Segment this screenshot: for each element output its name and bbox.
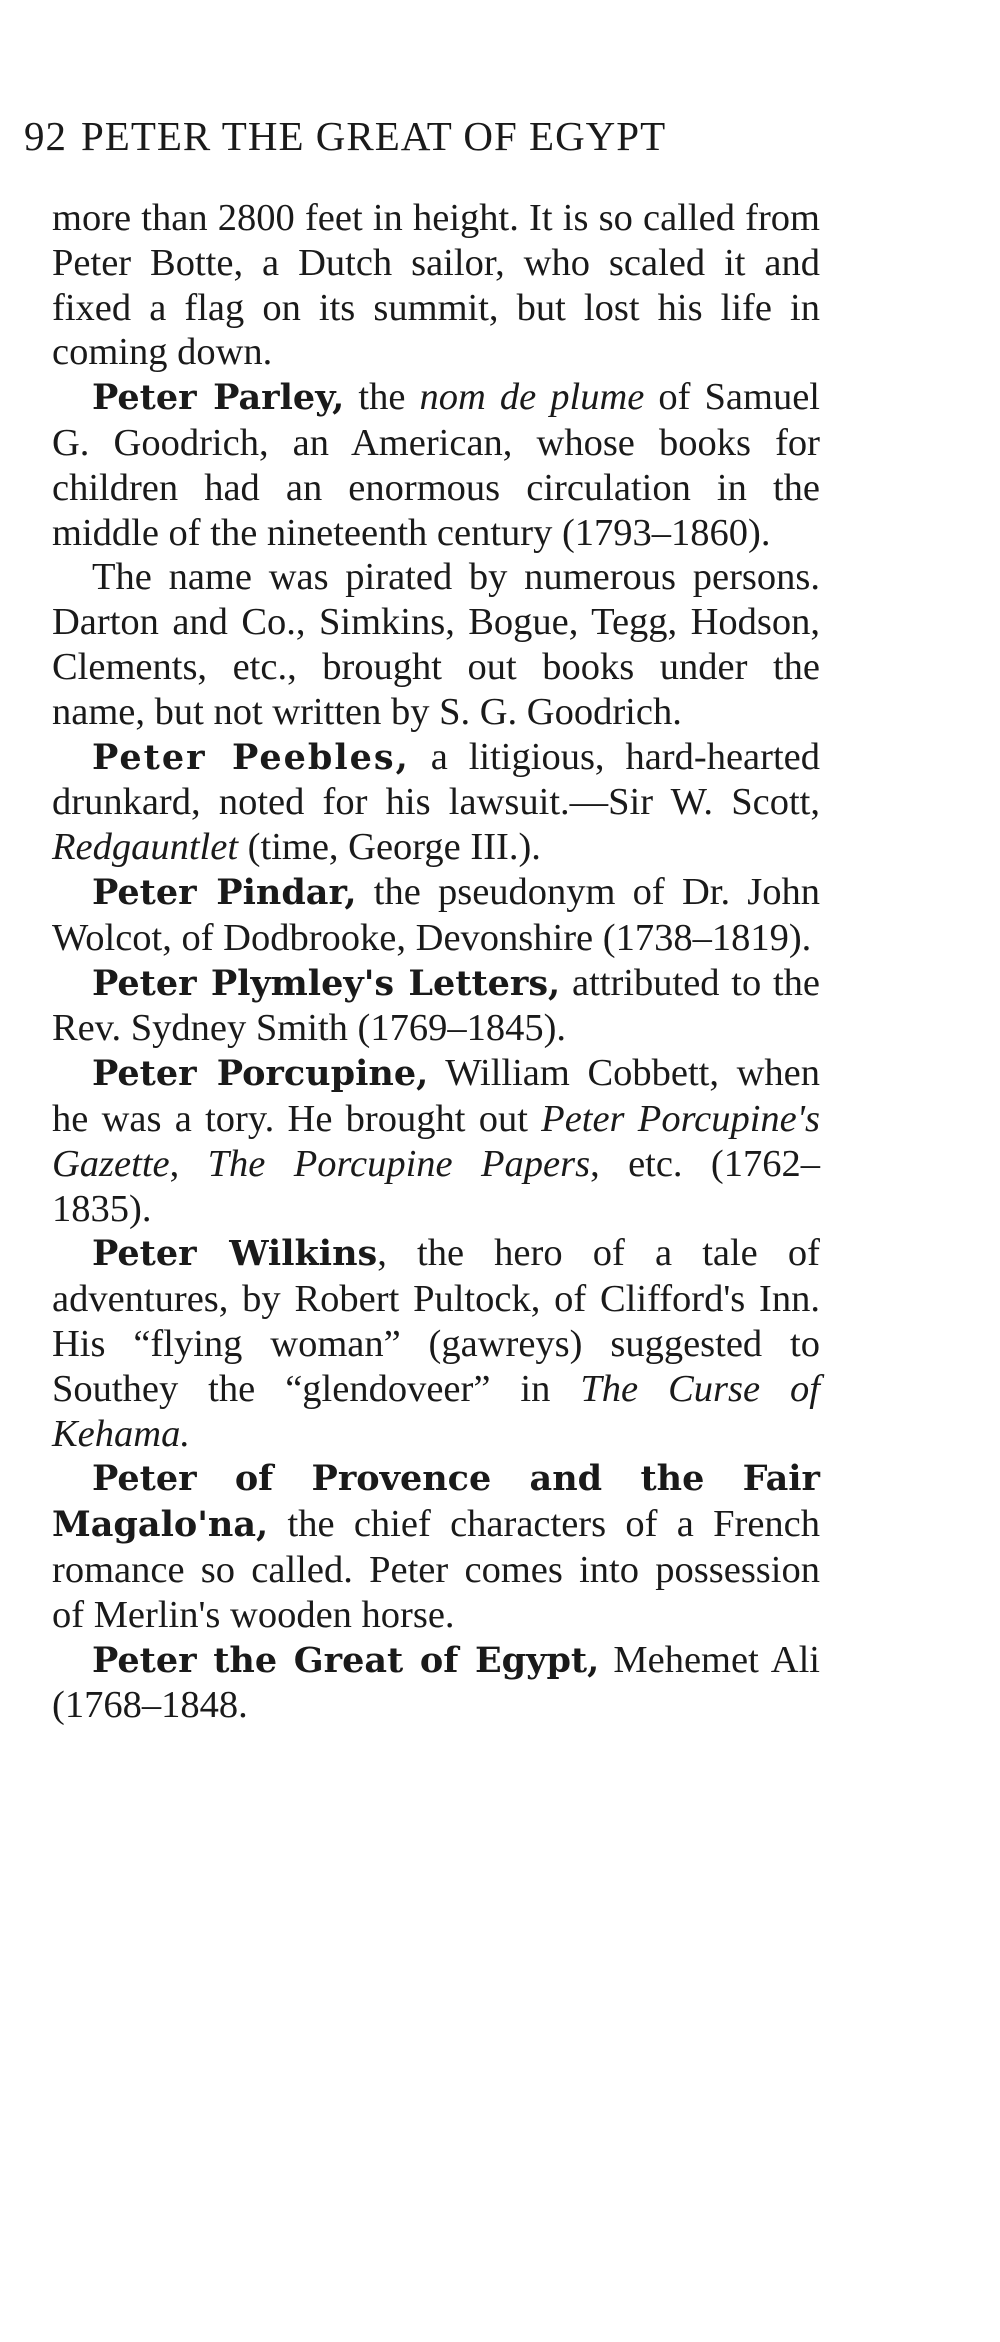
entry-text: attributed to the Rev. Sydney Smith (1769–1845). bbox=[52, 961, 820, 1050]
entry-text: a litigious, hard-hearted drunkard, noted for his lawsuit.—Sir W. Scott, bbox=[52, 735, 820, 824]
entry-headword: Peter Plymley's Letters, bbox=[92, 962, 561, 1004]
entry-text: more than 2800 feet in height. It is so called from Peter Botte, a Dutch sailor, who scaled it and fixed a flag on its summit, but lost his life in coming down. bbox=[52, 197, 820, 374]
entry-peter-botte-continued bbox=[52, 196, 820, 375]
entry-peter-of-provence bbox=[52, 1456, 820, 1637]
entry-headword: Peter Pindar, bbox=[92, 871, 357, 913]
entry-peter-porcupine bbox=[52, 1051, 820, 1231]
entry-peter-plymley bbox=[52, 961, 820, 1052]
running-title: PETER THE GREAT OF EGYPT bbox=[81, 113, 667, 159]
entry-headword: Peter the Great of Egypt, bbox=[92, 1639, 600, 1681]
entry-text: (time, George III.). bbox=[238, 826, 541, 869]
entry-text: The name was pirated by numerous persons. Darton and Co., Simkins, Bogue, Tegg, Hodson, Clements, etc., brought out books under the name, but not written by S. G. Goodrich. bbox=[52, 556, 820, 733]
page-number: 92 bbox=[24, 113, 67, 159]
entry-italic-text: The Curse of Kehama. bbox=[52, 1367, 820, 1455]
entry-headword: Peter Parley, bbox=[92, 377, 345, 419]
entry-peter-parley bbox=[52, 375, 820, 555]
entry-text: , bbox=[169, 1142, 208, 1185]
entry-italic-text: Peter Porcupine's Gazette bbox=[52, 1097, 820, 1185]
entry-peter-wilkins bbox=[52, 1231, 820, 1456]
entry-text: the chief characters of a French romance so called. Peter comes into possession of Merlin's wooden horse. bbox=[52, 1503, 820, 1636]
entry-text: , the hero of a tale of adventures, by Robert Pultock, of Clifford's Inn. His “flying woman” (gawreys) suggested to Southey the “glendoveer” in bbox=[52, 1232, 820, 1410]
entry-italic-text: nom de plume bbox=[419, 376, 645, 419]
page-body bbox=[52, 196, 820, 1728]
running-head bbox=[24, 112, 666, 160]
entry-text: of Samuel G. Goodrich, an American, whose books for children had an enormous circulation in the middle of the nineteenth century (1793–1860). bbox=[52, 376, 820, 554]
entry-headword: Peter Wilkins bbox=[92, 1233, 378, 1275]
entry-text: William Cobbett, when he was a tory. He brought out bbox=[52, 1052, 820, 1140]
entry-peter-parley-paragraph-2 bbox=[52, 555, 820, 734]
entry-peter-pindar bbox=[52, 870, 820, 961]
entry-peter-the-great-of-egypt bbox=[52, 1638, 820, 1729]
entry-italic-text: Redgauntlet bbox=[52, 826, 239, 869]
entry-text: Mehemet Ali (1768–1848. bbox=[52, 1638, 820, 1727]
entry-peter-peebles bbox=[52, 735, 820, 870]
entry-headword: Peter Peebles, bbox=[92, 736, 410, 778]
entry-headword: Peter of Provence and the Fair Magalo'na, bbox=[52, 1458, 820, 1546]
entry-text: , etc. (1762–1835). bbox=[52, 1142, 820, 1230]
entry-headword: Peter Porcupine, bbox=[92, 1053, 429, 1095]
entry-italic-text: The Porcupine Papers bbox=[207, 1142, 591, 1185]
entry-text: the pseudonym of Dr. John Wolcot, of Dodbrooke, Devonshire (1738–1819). bbox=[52, 870, 820, 959]
entry-text: the bbox=[344, 376, 420, 419]
